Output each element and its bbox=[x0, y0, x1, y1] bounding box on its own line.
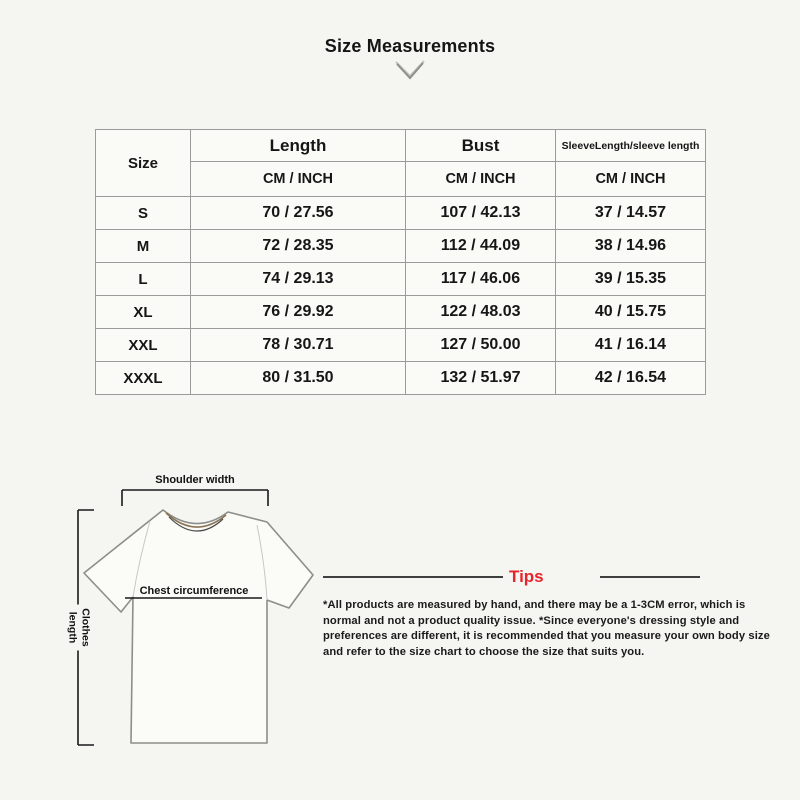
sleeve-unit-label: CM / INCH bbox=[556, 162, 706, 197]
sleeve-value: 37 / 14.57 bbox=[556, 197, 706, 230]
bust-value: 112 / 44.09 bbox=[406, 230, 556, 263]
table-row bbox=[96, 230, 706, 263]
length-value: 74 / 29.13 bbox=[191, 263, 406, 296]
sleeve-value: 38 / 14.96 bbox=[556, 230, 706, 263]
table-row bbox=[96, 296, 706, 329]
size-value: XXL bbox=[96, 329, 191, 362]
length-unit-label: CM / INCH bbox=[191, 162, 406, 197]
tips-divider-right bbox=[600, 576, 700, 578]
size-table bbox=[95, 129, 706, 395]
bust-value: 107 / 42.13 bbox=[406, 197, 556, 230]
size-value: S bbox=[96, 197, 191, 230]
bust-value: 117 / 46.06 bbox=[406, 263, 556, 296]
length-value: 76 / 29.92 bbox=[191, 296, 406, 329]
tshirt-diagram bbox=[40, 460, 350, 780]
table-header-row bbox=[96, 130, 706, 162]
tips-divider-left bbox=[323, 576, 503, 578]
length-value: 70 / 27.56 bbox=[191, 197, 406, 230]
length-column-header: Length bbox=[191, 130, 406, 162]
tips-header bbox=[323, 566, 783, 588]
tips-body-text: *All products are measured by hand, and there may be a 1-3CM error, which is normal and not a product quality issue. *Since everyone's dressing style and preferences are different, it is recommended that you measure your own body size and refer to the size chart to choose the size that suits you. bbox=[323, 599, 770, 658]
table-row bbox=[96, 263, 706, 296]
table-row bbox=[96, 197, 706, 230]
bust-value: 127 / 50.00 bbox=[406, 329, 556, 362]
shoulder-width-label: Shoulder width bbox=[155, 474, 235, 486]
size-value: M bbox=[96, 230, 191, 263]
sleeve-value: 42 / 16.54 bbox=[556, 362, 706, 395]
length-value: 78 / 30.71 bbox=[191, 329, 406, 362]
chevron-down-icon bbox=[393, 60, 427, 82]
size-value: L bbox=[96, 263, 191, 296]
bust-value: 132 / 51.97 bbox=[406, 362, 556, 395]
bust-unit-label: CM / INCH bbox=[406, 162, 556, 197]
tips-title: Tips bbox=[509, 567, 544, 586]
size-column-header: Size bbox=[96, 130, 191, 197]
size-value: XXXL bbox=[96, 362, 191, 395]
page-title: Size Measurements bbox=[324, 36, 496, 56]
size-value: XL bbox=[96, 296, 191, 329]
table-row bbox=[96, 362, 706, 395]
chest-circumference-label: Chest circumference bbox=[139, 585, 249, 597]
clothes-length-label: Clothes length bbox=[65, 605, 94, 651]
tips-section bbox=[323, 566, 783, 660]
sleeve-value: 41 / 16.14 bbox=[556, 329, 706, 362]
sleeve-value: 40 / 15.75 bbox=[556, 296, 706, 329]
sleeve-column-header: SleeveLength/sleeve length bbox=[556, 130, 706, 162]
table-row bbox=[96, 329, 706, 362]
bust-value: 122 / 48.03 bbox=[406, 296, 556, 329]
bust-column-header: Bust bbox=[406, 130, 556, 162]
length-value: 72 / 28.35 bbox=[191, 230, 406, 263]
length-value: 80 / 31.50 bbox=[191, 362, 406, 395]
sleeve-value: 39 / 15.35 bbox=[556, 263, 706, 296]
